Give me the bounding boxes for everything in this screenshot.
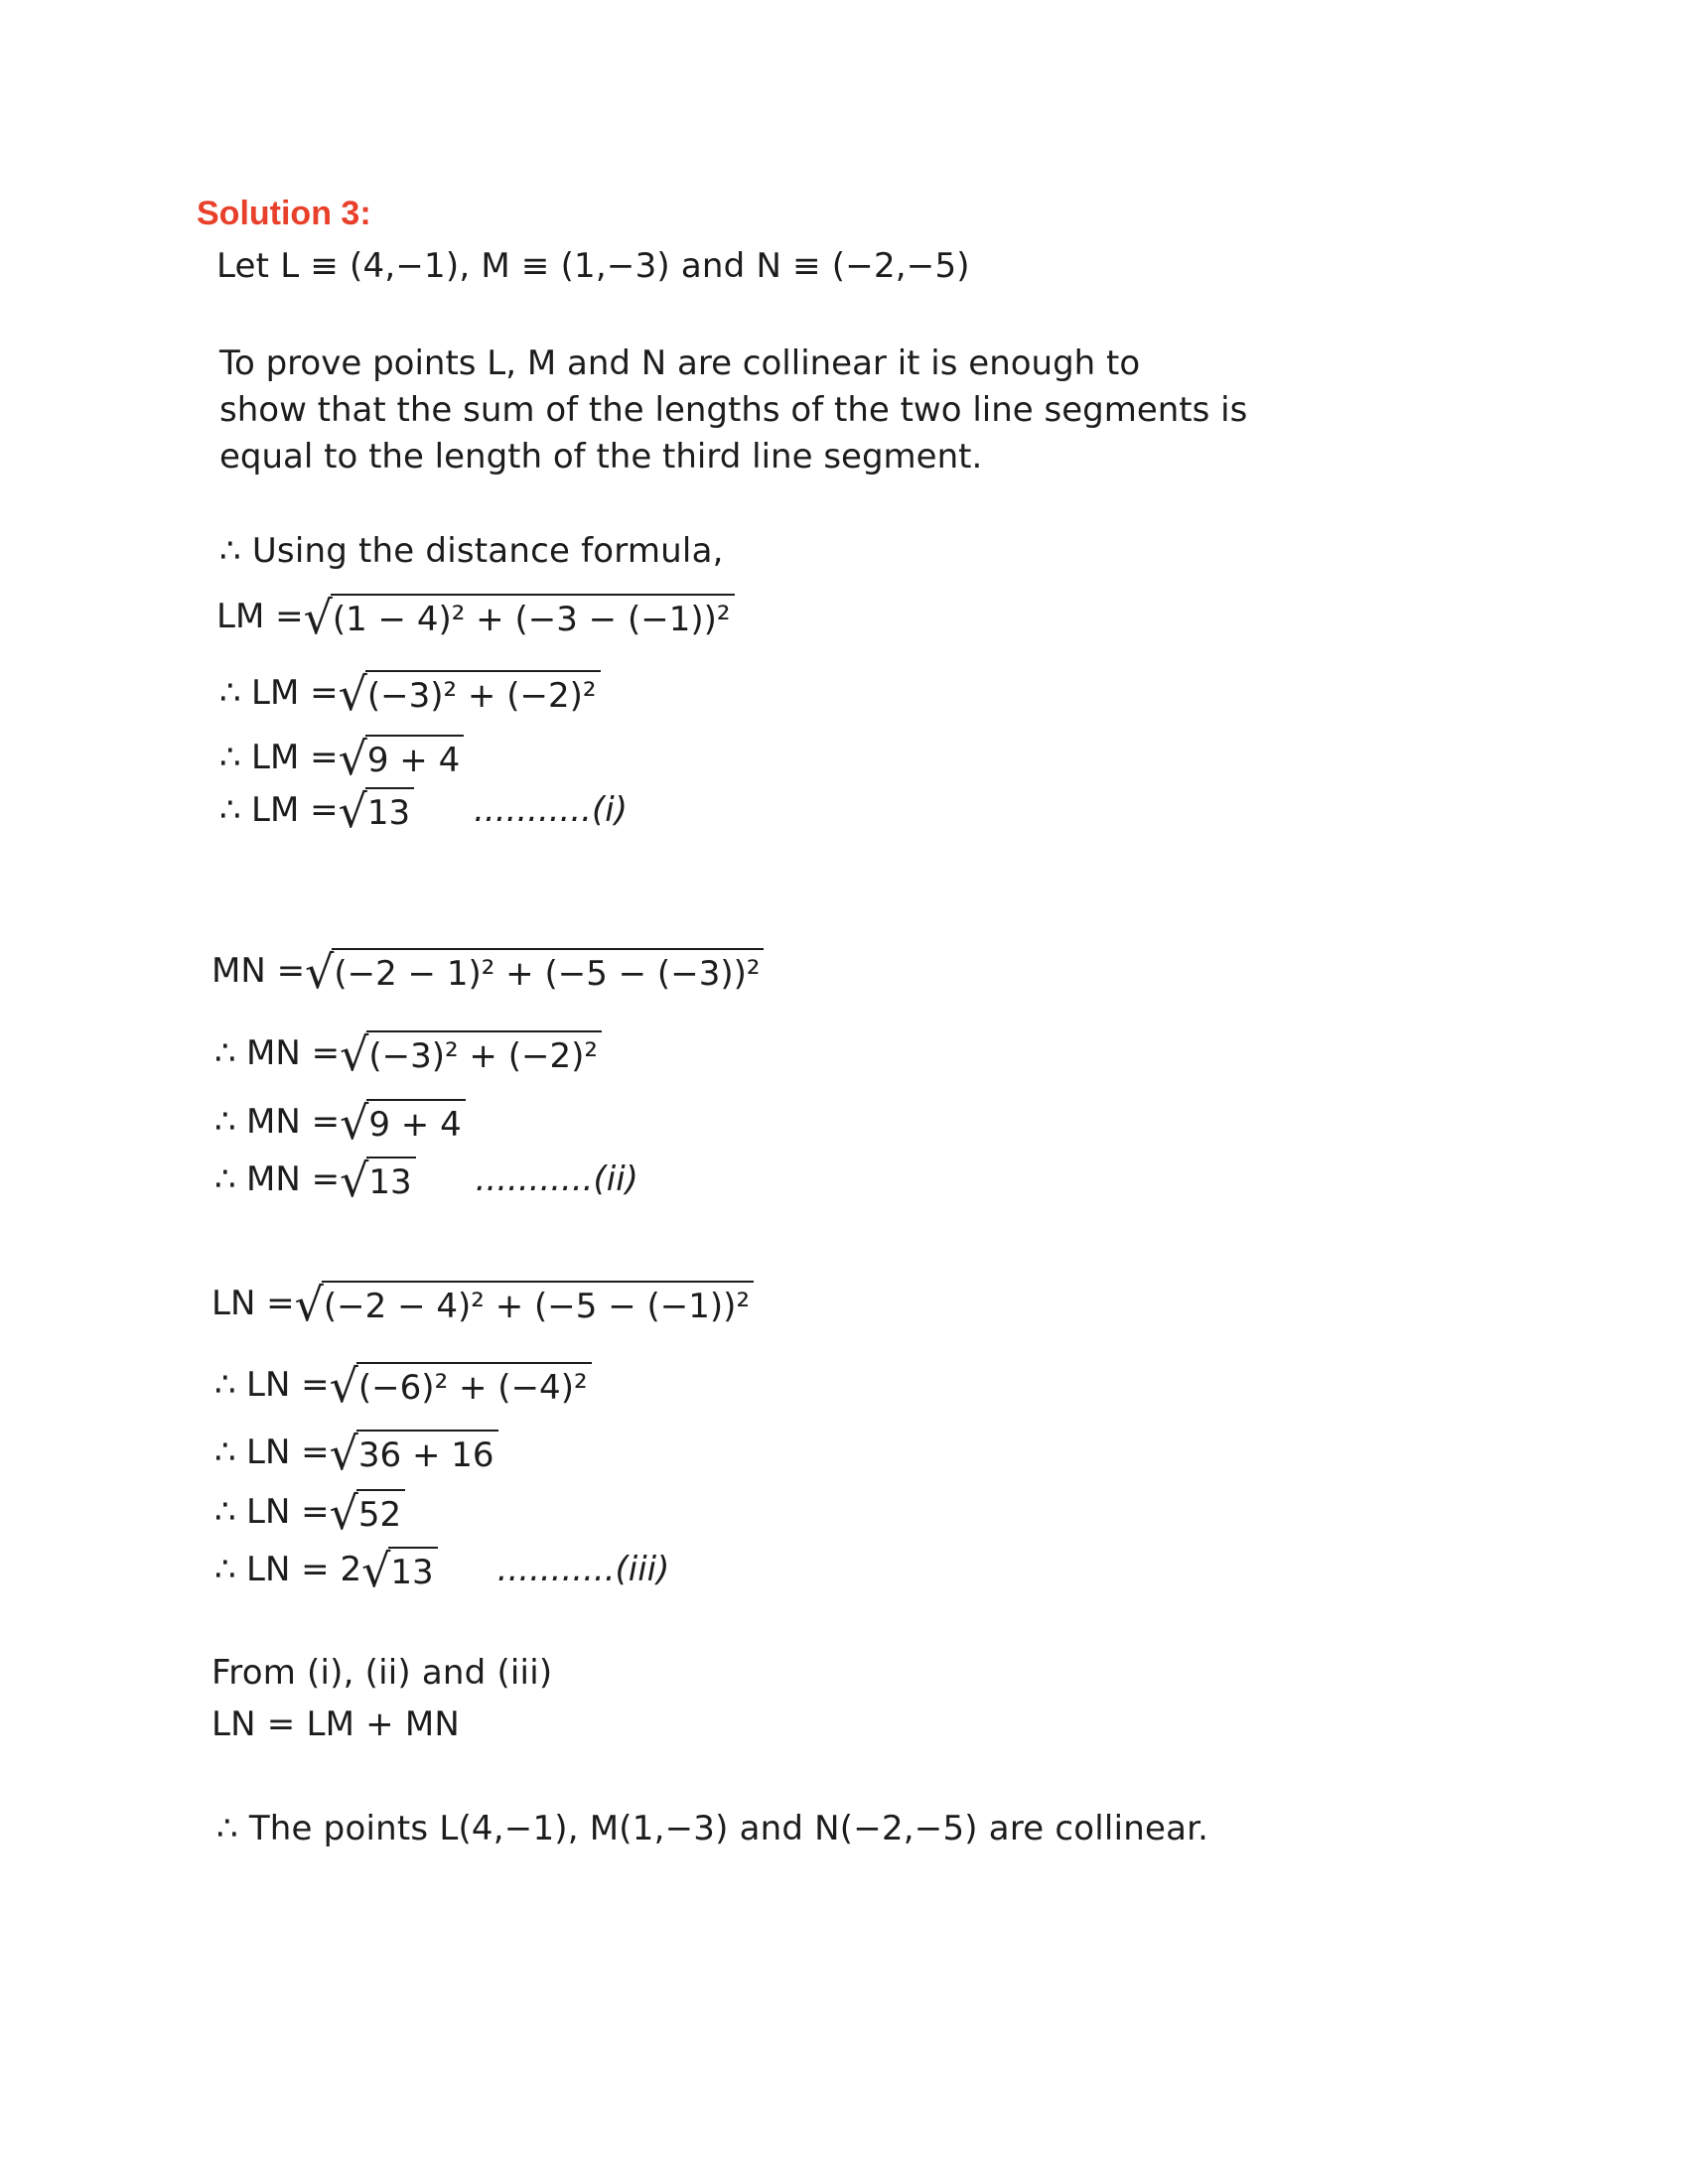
ln-radicand-5: 13 — [388, 1547, 437, 1592]
ln-equation-5 — [214, 1544, 670, 1597]
radical-sign: √ — [338, 784, 367, 838]
radical — [340, 1027, 602, 1081]
therefore-symbol: ∴ — [214, 1433, 236, 1472]
radical — [361, 1544, 438, 1597]
therefore-symbol: ∴ — [214, 1365, 236, 1405]
proof-paragraph — [219, 341, 1247, 480]
solution-heading: Solution 3: — [197, 195, 371, 232]
radical — [338, 784, 415, 838]
mn-lhs-1: MN = — [211, 951, 306, 991]
radical-sign: √ — [361, 1544, 391, 1597]
radical-sign: √ — [338, 732, 367, 785]
mn-equation-1 — [211, 945, 764, 999]
ln-lhs-3: LN = — [246, 1433, 330, 1472]
radical-sign: √ — [340, 1096, 369, 1150]
radical — [338, 667, 601, 721]
paragraph-line-1: To prove points L, M and N are collinear it is enough to — [219, 343, 1141, 383]
therefore-symbol: ∴ — [214, 1492, 236, 1532]
equation-tag-ii: ...........(ii) — [475, 1160, 638, 1199]
formula-intro: ∴ Using the distance formula, — [219, 531, 724, 571]
radical-sign: √ — [294, 1278, 324, 1331]
ln-equation-2 — [214, 1359, 592, 1413]
therefore-symbol: ∴ — [214, 1550, 236, 1589]
radical — [340, 1096, 466, 1150]
mn-radicand-1: (−2 − 1)² + (−5 − (−3))² — [332, 948, 764, 994]
radical — [303, 591, 735, 644]
paragraph-line-2: show that the sum of the lengths of the two line segments is — [219, 390, 1248, 430]
radical-sign: √ — [340, 1027, 369, 1081]
radical-sign: √ — [303, 591, 333, 644]
ln-lhs-1: LN = — [211, 1284, 295, 1323]
lm-radicand-4: 13 — [365, 787, 414, 833]
ln-radicand-1: (−2 − 4)² + (−5 − (−1))² — [322, 1281, 754, 1326]
lm-lhs-1: LM = — [216, 597, 304, 636]
radical-sign: √ — [329, 1359, 358, 1413]
ln-equation-3 — [214, 1427, 498, 1480]
lm-lhs-2: LM = — [251, 673, 339, 713]
conclusion: ∴ The points L(4,−1), M(1,−3) and N(−2,−5) are collinear. — [216, 1809, 1209, 1848]
radical-sign: √ — [329, 1427, 358, 1480]
ln-radicand-4: 52 — [356, 1489, 405, 1535]
therefore-symbol: ∴ — [219, 790, 241, 830]
ln-radicand-3: 36 + 16 — [356, 1430, 498, 1475]
from-statement: From (i), (ii) and (iii) — [211, 1653, 553, 1693]
ln-lhs-5: LN = 2 — [246, 1550, 362, 1589]
radical — [329, 1486, 406, 1540]
ln-equation-4 — [214, 1486, 405, 1540]
mn-lhs-2: MN = — [246, 1033, 341, 1073]
therefore-symbol: ∴ — [219, 673, 241, 713]
mn-radicand-4: 13 — [366, 1157, 415, 1202]
ln-radicand-2: (−6)² + (−4)² — [356, 1362, 592, 1408]
lm-radicand-2: (−3)² + (−2)² — [365, 670, 601, 716]
radical — [329, 1359, 592, 1413]
lm-radicand-3: 9 + 4 — [365, 735, 464, 780]
lm-lhs-3: LM = — [251, 738, 339, 777]
therefore-symbol: ∴ — [214, 1033, 236, 1073]
mn-lhs-4: MN = — [246, 1160, 341, 1199]
radical — [305, 945, 764, 999]
ln-lhs-4: LN = — [246, 1492, 330, 1532]
mn-radicand-3: 9 + 4 — [366, 1099, 465, 1145]
lm-equation-3 — [219, 732, 464, 785]
lm-equation-1 — [216, 591, 735, 644]
radical — [338, 732, 465, 785]
radical-sign: √ — [340, 1154, 369, 1207]
result-equation: LN = LM + MN — [211, 1705, 461, 1744]
radical — [340, 1154, 416, 1207]
lm-radicand-1: (1 − 4)² + (−3 − (−1))² — [331, 594, 735, 639]
ln-equation-1 — [211, 1278, 754, 1331]
lm-equation-2 — [219, 667, 601, 721]
lm-equation-4 — [219, 784, 628, 838]
mn-equation-2 — [214, 1027, 602, 1081]
radical-sign: √ — [329, 1486, 358, 1540]
therefore-symbol: ∴ — [219, 738, 241, 777]
ln-lhs-2: LN = — [246, 1365, 330, 1405]
radical-sign: √ — [305, 945, 335, 999]
mn-radicand-2: (−3)² + (−2)² — [366, 1030, 602, 1076]
let-statement: Let L ≡ (4,−1), M ≡ (1,−3) and N ≡ (−2,−5) — [216, 246, 970, 286]
mn-equation-4 — [214, 1154, 638, 1207]
therefore-symbol: ∴ — [214, 1102, 236, 1142]
radical — [294, 1278, 754, 1331]
radical — [329, 1427, 498, 1480]
equation-tag-i: ...........(i) — [474, 790, 628, 830]
lm-lhs-4: LM = — [251, 790, 339, 830]
radical-sign: √ — [338, 667, 367, 721]
mn-lhs-3: MN = — [246, 1102, 341, 1142]
paragraph-line-3: equal to the length of the third line segment. — [219, 437, 983, 477]
mn-equation-3 — [214, 1096, 466, 1150]
therefore-symbol: ∴ — [214, 1160, 236, 1199]
equation-tag-iii: ...........(iii) — [496, 1550, 670, 1589]
